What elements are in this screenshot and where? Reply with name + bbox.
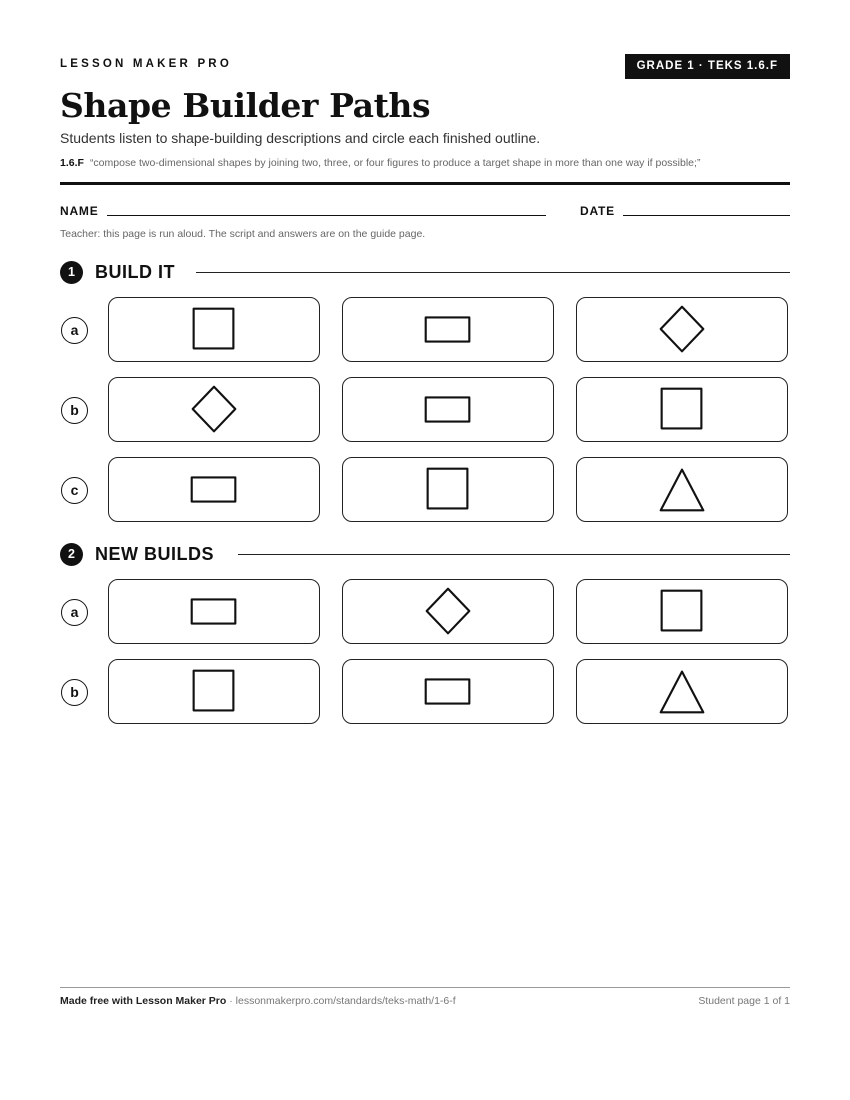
rectangle-icon bbox=[343, 660, 553, 723]
footer-divider bbox=[60, 987, 790, 988]
teacher-note: Teacher: this page is run aloud. The script and answers are on the guide page. bbox=[60, 228, 426, 240]
shape-option-card[interactable] bbox=[576, 579, 788, 644]
rhombus-shape[interactable] bbox=[193, 387, 236, 432]
square-shape[interactable] bbox=[194, 671, 234, 711]
rhombus-shape[interactable] bbox=[427, 589, 470, 634]
header-divider bbox=[60, 182, 790, 185]
rectangle-shape[interactable] bbox=[426, 679, 470, 703]
section-number: 2 bbox=[60, 543, 83, 566]
brand-name: LESSON MAKER PRO bbox=[60, 58, 232, 70]
shape-option-card[interactable] bbox=[342, 579, 554, 644]
footer-separator: · bbox=[226, 995, 236, 1007]
section-header bbox=[60, 260, 790, 284]
square-shape[interactable] bbox=[662, 389, 702, 429]
section-rule bbox=[196, 272, 790, 273]
triangle-icon bbox=[577, 458, 787, 521]
square-icon bbox=[109, 298, 319, 361]
row-label: b bbox=[61, 397, 88, 424]
footer-url[interactable]: lessonmakerpro.com/standards/teks-math/1-6-f bbox=[235, 995, 456, 1007]
row-label: a bbox=[61, 317, 88, 344]
square-icon bbox=[109, 660, 319, 723]
square-icon bbox=[343, 458, 553, 521]
page-subtitle: Students listen to shape-building descriptions and circle each finished outline. bbox=[60, 130, 541, 146]
standard-text: “compose two-dimensional shapes by joining two, three, or four figures to produce a target shape in more than one way if possible;” bbox=[89, 157, 701, 169]
shape-option-card[interactable] bbox=[108, 457, 320, 522]
shape-option-card[interactable] bbox=[342, 297, 554, 362]
section-number: 1 bbox=[60, 261, 83, 284]
rectangle-icon bbox=[109, 458, 319, 521]
rectangle-icon bbox=[109, 580, 319, 643]
triangle-shape[interactable] bbox=[661, 672, 704, 713]
section-rule bbox=[238, 554, 790, 555]
footer-made-with: Made free with Lesson Maker Pro bbox=[60, 995, 227, 1007]
shape-option-card[interactable] bbox=[576, 659, 788, 724]
name-label: NAME bbox=[60, 204, 99, 218]
shape-option-card[interactable] bbox=[342, 659, 554, 724]
square-shape[interactable] bbox=[428, 469, 468, 509]
page-title: Shape Builder Paths bbox=[60, 86, 431, 125]
shape-option-card[interactable] bbox=[108, 579, 320, 644]
rhombus-icon bbox=[343, 580, 553, 643]
rectangle-icon bbox=[343, 378, 553, 441]
square-shape[interactable] bbox=[662, 591, 702, 631]
rectangle-shape[interactable] bbox=[426, 317, 470, 341]
standard-statement bbox=[60, 157, 700, 169]
standard-code: 1.6.F bbox=[60, 157, 84, 169]
date-label: DATE bbox=[580, 204, 615, 218]
row-label: a bbox=[61, 599, 88, 626]
square-icon bbox=[577, 580, 787, 643]
rhombus-shape[interactable] bbox=[661, 307, 704, 352]
rectangle-icon bbox=[343, 298, 553, 361]
shape-option-card[interactable] bbox=[576, 377, 788, 442]
triangle-icon bbox=[577, 660, 787, 723]
section-header bbox=[60, 542, 790, 566]
shape-option-card[interactable] bbox=[108, 297, 320, 362]
shape-option-card[interactable] bbox=[342, 457, 554, 522]
name-field[interactable] bbox=[107, 215, 546, 216]
square-shape[interactable] bbox=[194, 309, 234, 349]
date-field[interactable] bbox=[623, 215, 790, 216]
footer-page-number: Student page 1 of 1 bbox=[698, 995, 790, 1007]
shape-option-card[interactable] bbox=[576, 297, 788, 362]
shape-option-card[interactable] bbox=[108, 377, 320, 442]
rhombus-icon bbox=[577, 298, 787, 361]
section-title: NEW BUILDS bbox=[95, 544, 214, 564]
rectangle-shape[interactable] bbox=[426, 397, 470, 421]
row-label: b bbox=[61, 679, 88, 706]
rhombus-icon bbox=[109, 378, 319, 441]
grade-badge: GRADE 1 · TEKS 1.6.F bbox=[625, 54, 790, 79]
triangle-shape[interactable] bbox=[661, 470, 704, 511]
row-label: c bbox=[61, 477, 88, 504]
shape-option-card[interactable] bbox=[576, 457, 788, 522]
rectangle-shape[interactable] bbox=[192, 599, 236, 623]
shape-option-card[interactable] bbox=[108, 659, 320, 724]
section-title: BUILD IT bbox=[95, 262, 175, 282]
square-icon bbox=[577, 378, 787, 441]
rectangle-shape[interactable] bbox=[192, 477, 236, 501]
shape-option-card[interactable] bbox=[342, 377, 554, 442]
footer-credit bbox=[60, 995, 456, 1007]
